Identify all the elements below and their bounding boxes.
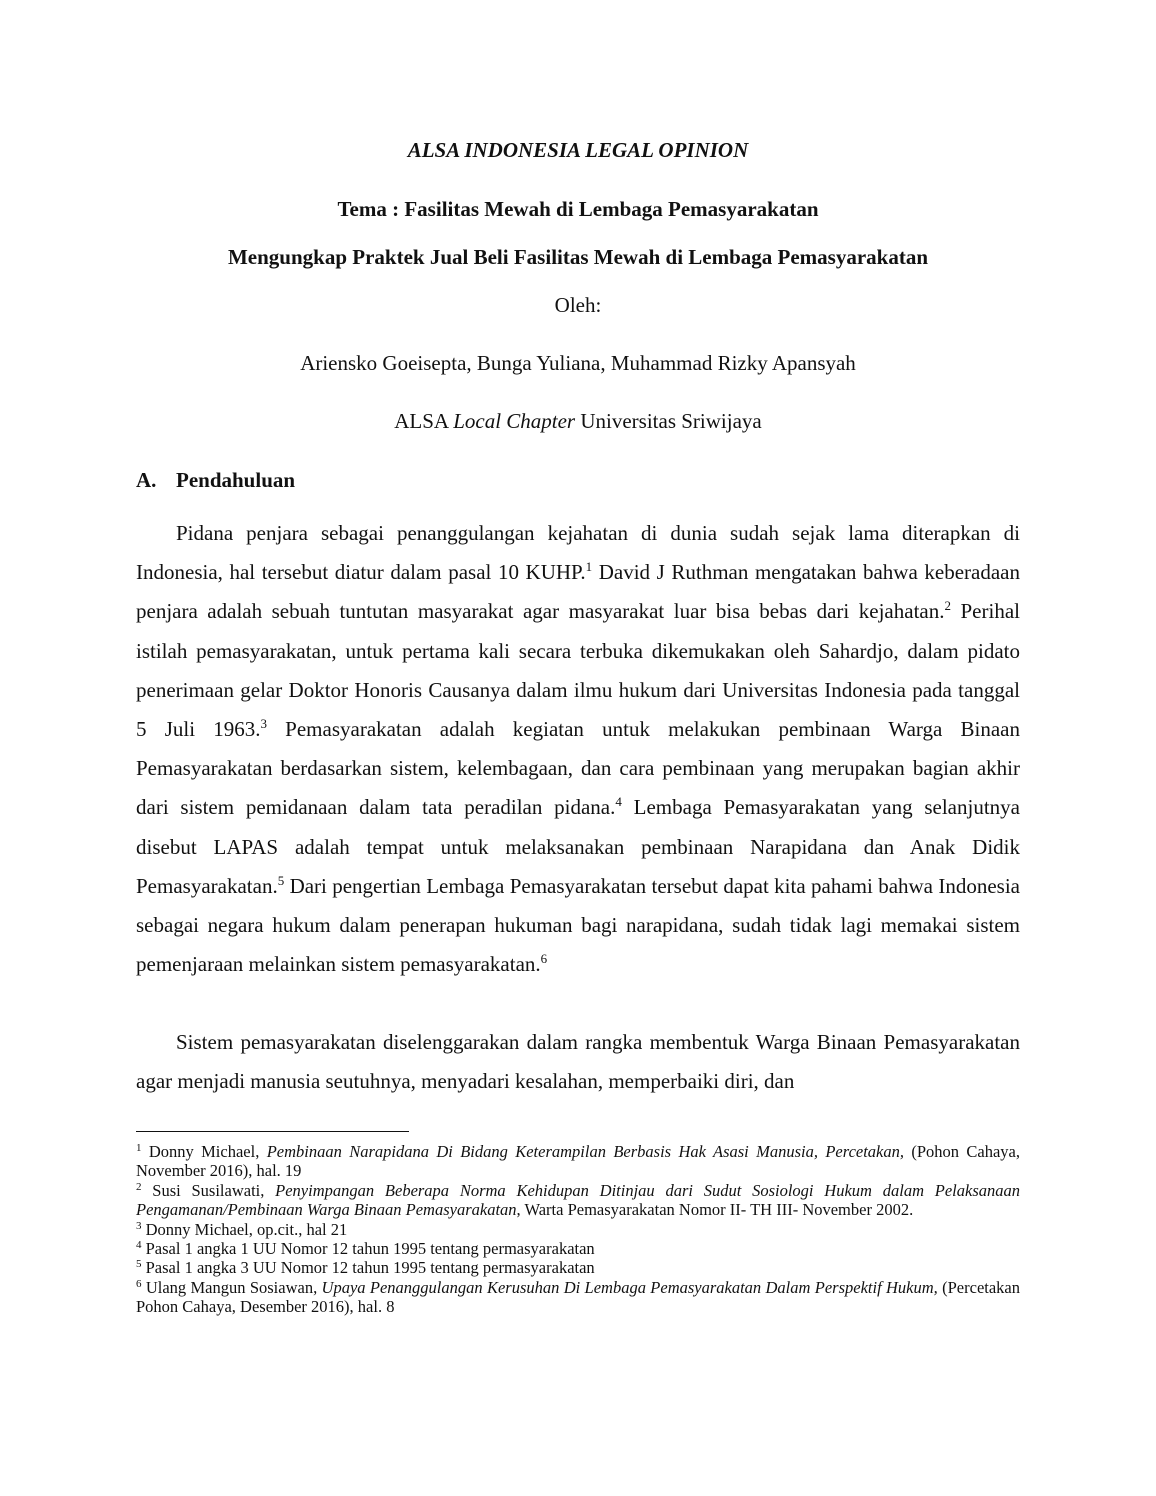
p1-sentence-1: Pidana penjara sebagai penanggulangan kejahatan di dunia sudah sejak lama diterapkan di Indonesia, hal tersebut diatur dalam pasal 10 KUHP. <box>136 521 1020 585</box>
byline-label: Oleh: <box>554 293 602 317</box>
footnote-text: Pasal 1 angka 1 UU Nomor 12 tahun 1995 tentang permasyarakatan <box>141 1239 595 1259</box>
footnote-6 <box>136 1278 1020 1317</box>
document-title: ALSA INDONESIA LEGAL OPINION <box>407 138 749 162</box>
footnote-text-end: (Pohon Cahaya, November 2016), hal. 19 <box>136 1142 1020 1181</box>
footnotes <box>136 1142 1020 1317</box>
p1-sentence-5: Lembaga Pemasyarakatan yang selanjutnya disebut LAPAS adalah tempat untuk melaksanakan pembinaan Narapidana dan Anak Didik Pemasyarakatan. <box>136 795 1020 898</box>
section-title: Pendahuluan <box>176 468 296 492</box>
chapter-suffix: Universitas Sriwijaya <box>575 409 762 433</box>
footnote-text-end: , Warta Pemasyarakatan Nomor II- TH III- November 2002. <box>516 1200 914 1220</box>
footnote-italic: Pembinaan Narapidana Di Bidang Keterampilan Berbasis Hak Asasi Manusia, Percetakan, <box>266 1142 904 1161</box>
footnote-ref-1[interactable]: 1 <box>585 559 593 575</box>
footnote-number: 1 <box>136 1142 142 1154</box>
paragraph-2: Sistem pemasyarakatan diselenggarakan dalam rangka membentuk Warga Binaan Pemasyarakatan agar menjadi manusia seutuhnya, menyadari kesalahan, memperbaiki diri, dan <box>136 1030 1020 1094</box>
p1-sentence-6: Dari pengertian Lembaga Pemasyarakatan tersebut dapat kita pahami bahwa Indonesia sebagai negara hukum dalam penerapan hukuman bagi narapidana, sudah tidak lagi memakai sistem pemenjaraan melainkan sistem pemasyarakatan. <box>136 873 1020 977</box>
footnote-text: Donny Michael, <box>141 1142 267 1161</box>
footnote-5 <box>136 1258 1020 1277</box>
section-number: A. <box>136 468 157 492</box>
footnote-text: Pasal 1 angka 3 UU Nomor 12 tahun 1995 tentang permasyarakatan <box>141 1258 595 1278</box>
p1-sentence-3: Perihal istilah pemasyarakatan, untuk pertama kali secara terbuka dikemukakan oleh Sahardjo, dalam pidato penerimaan gelar Doktor Honoris Causanya dalam ilmu hukum dari Universitas Indonesia pada tanggal 5 Juli 1963. <box>136 599 1020 742</box>
footnote-3 <box>136 1220 1020 1239</box>
p1-sentence-2: David J Ruthman mengatakan bahwa keberadaan penjara adalah sebuah tuntutan masyarakat agar masyarakat luar bisa bebas dari kejahatan. <box>136 560 1020 624</box>
footnote-4 <box>136 1239 1020 1258</box>
chapter-italic: Local Chapter <box>453 409 576 433</box>
footnote-ref-3[interactable]: 3 <box>260 716 267 732</box>
footnote-1 <box>136 1142 1020 1181</box>
chapter-line <box>0 408 1156 434</box>
footnote-ref-5[interactable]: 5 <box>277 872 285 888</box>
paragraph-1 <box>136 514 1020 984</box>
section-heading <box>136 467 295 493</box>
theme-line: Tema : Fasilitas Mewah di Lembaga Pemasyarakatan <box>337 197 819 221</box>
footnote-number: 3 <box>136 1219 142 1232</box>
footnote-number: 2 <box>136 1180 142 1193</box>
footnote-text: Ulang Mangun Sosiawan, <box>141 1277 322 1297</box>
footnote-text-end: (Percetakan Pohon Cahaya, Desember 2016), hal. 8 <box>136 1277 1021 1317</box>
footnote-2 <box>136 1181 1020 1220</box>
footnote-text: Donny Michael, op.cit., hal 21 <box>141 1219 348 1239</box>
footnote-text: Susi Susilawati, <box>141 1180 276 1200</box>
authors: Ariensko Goeisepta, Bunga Yuliana, Muhammad Rizky Apansyah <box>300 351 856 375</box>
footnote-number: 4 <box>136 1239 142 1252</box>
footnote-ref-2[interactable]: 2 <box>944 598 951 614</box>
footnote-italic: Upaya Penanggulangan Kerusuhan Di Lembaga Pemasyarakatan Dalam Perspektif Hukum, <box>321 1277 938 1297</box>
footnote-number: 6 <box>136 1277 142 1290</box>
footnote-ref-6[interactable]: 6 <box>540 951 548 967</box>
footnote-divider <box>136 1131 409 1132</box>
chapter-prefix: ALSA <box>394 409 454 433</box>
subtitle: Mengungkap Praktek Jual Beli Fasilitas Mewah di Lembaga Pemasyarakatan <box>227 245 929 269</box>
footnote-number: 5 <box>136 1258 142 1271</box>
footnote-italic: Penyimpangan Beberapa Norma Kehidupan Ditinjau dari Sudut Sosiologi Hukum dalam Pelaksanaan Pengamanan/Pembinaan Warga Binaan Pemasyarakatan <box>136 1180 1020 1220</box>
footnote-ref-4[interactable]: 4 <box>615 794 622 810</box>
p1-sentence-4: Pemasyarakatan adalah kegiatan untuk melakukan pembinaan Warga Binaan Pemasyarakatan berdasarkan sistem, kelembagaan, dan cara pembinaan yang merupakan bagian akhir dari sistem pemidanaan dalam tata peradilan pidana. <box>136 717 1020 820</box>
